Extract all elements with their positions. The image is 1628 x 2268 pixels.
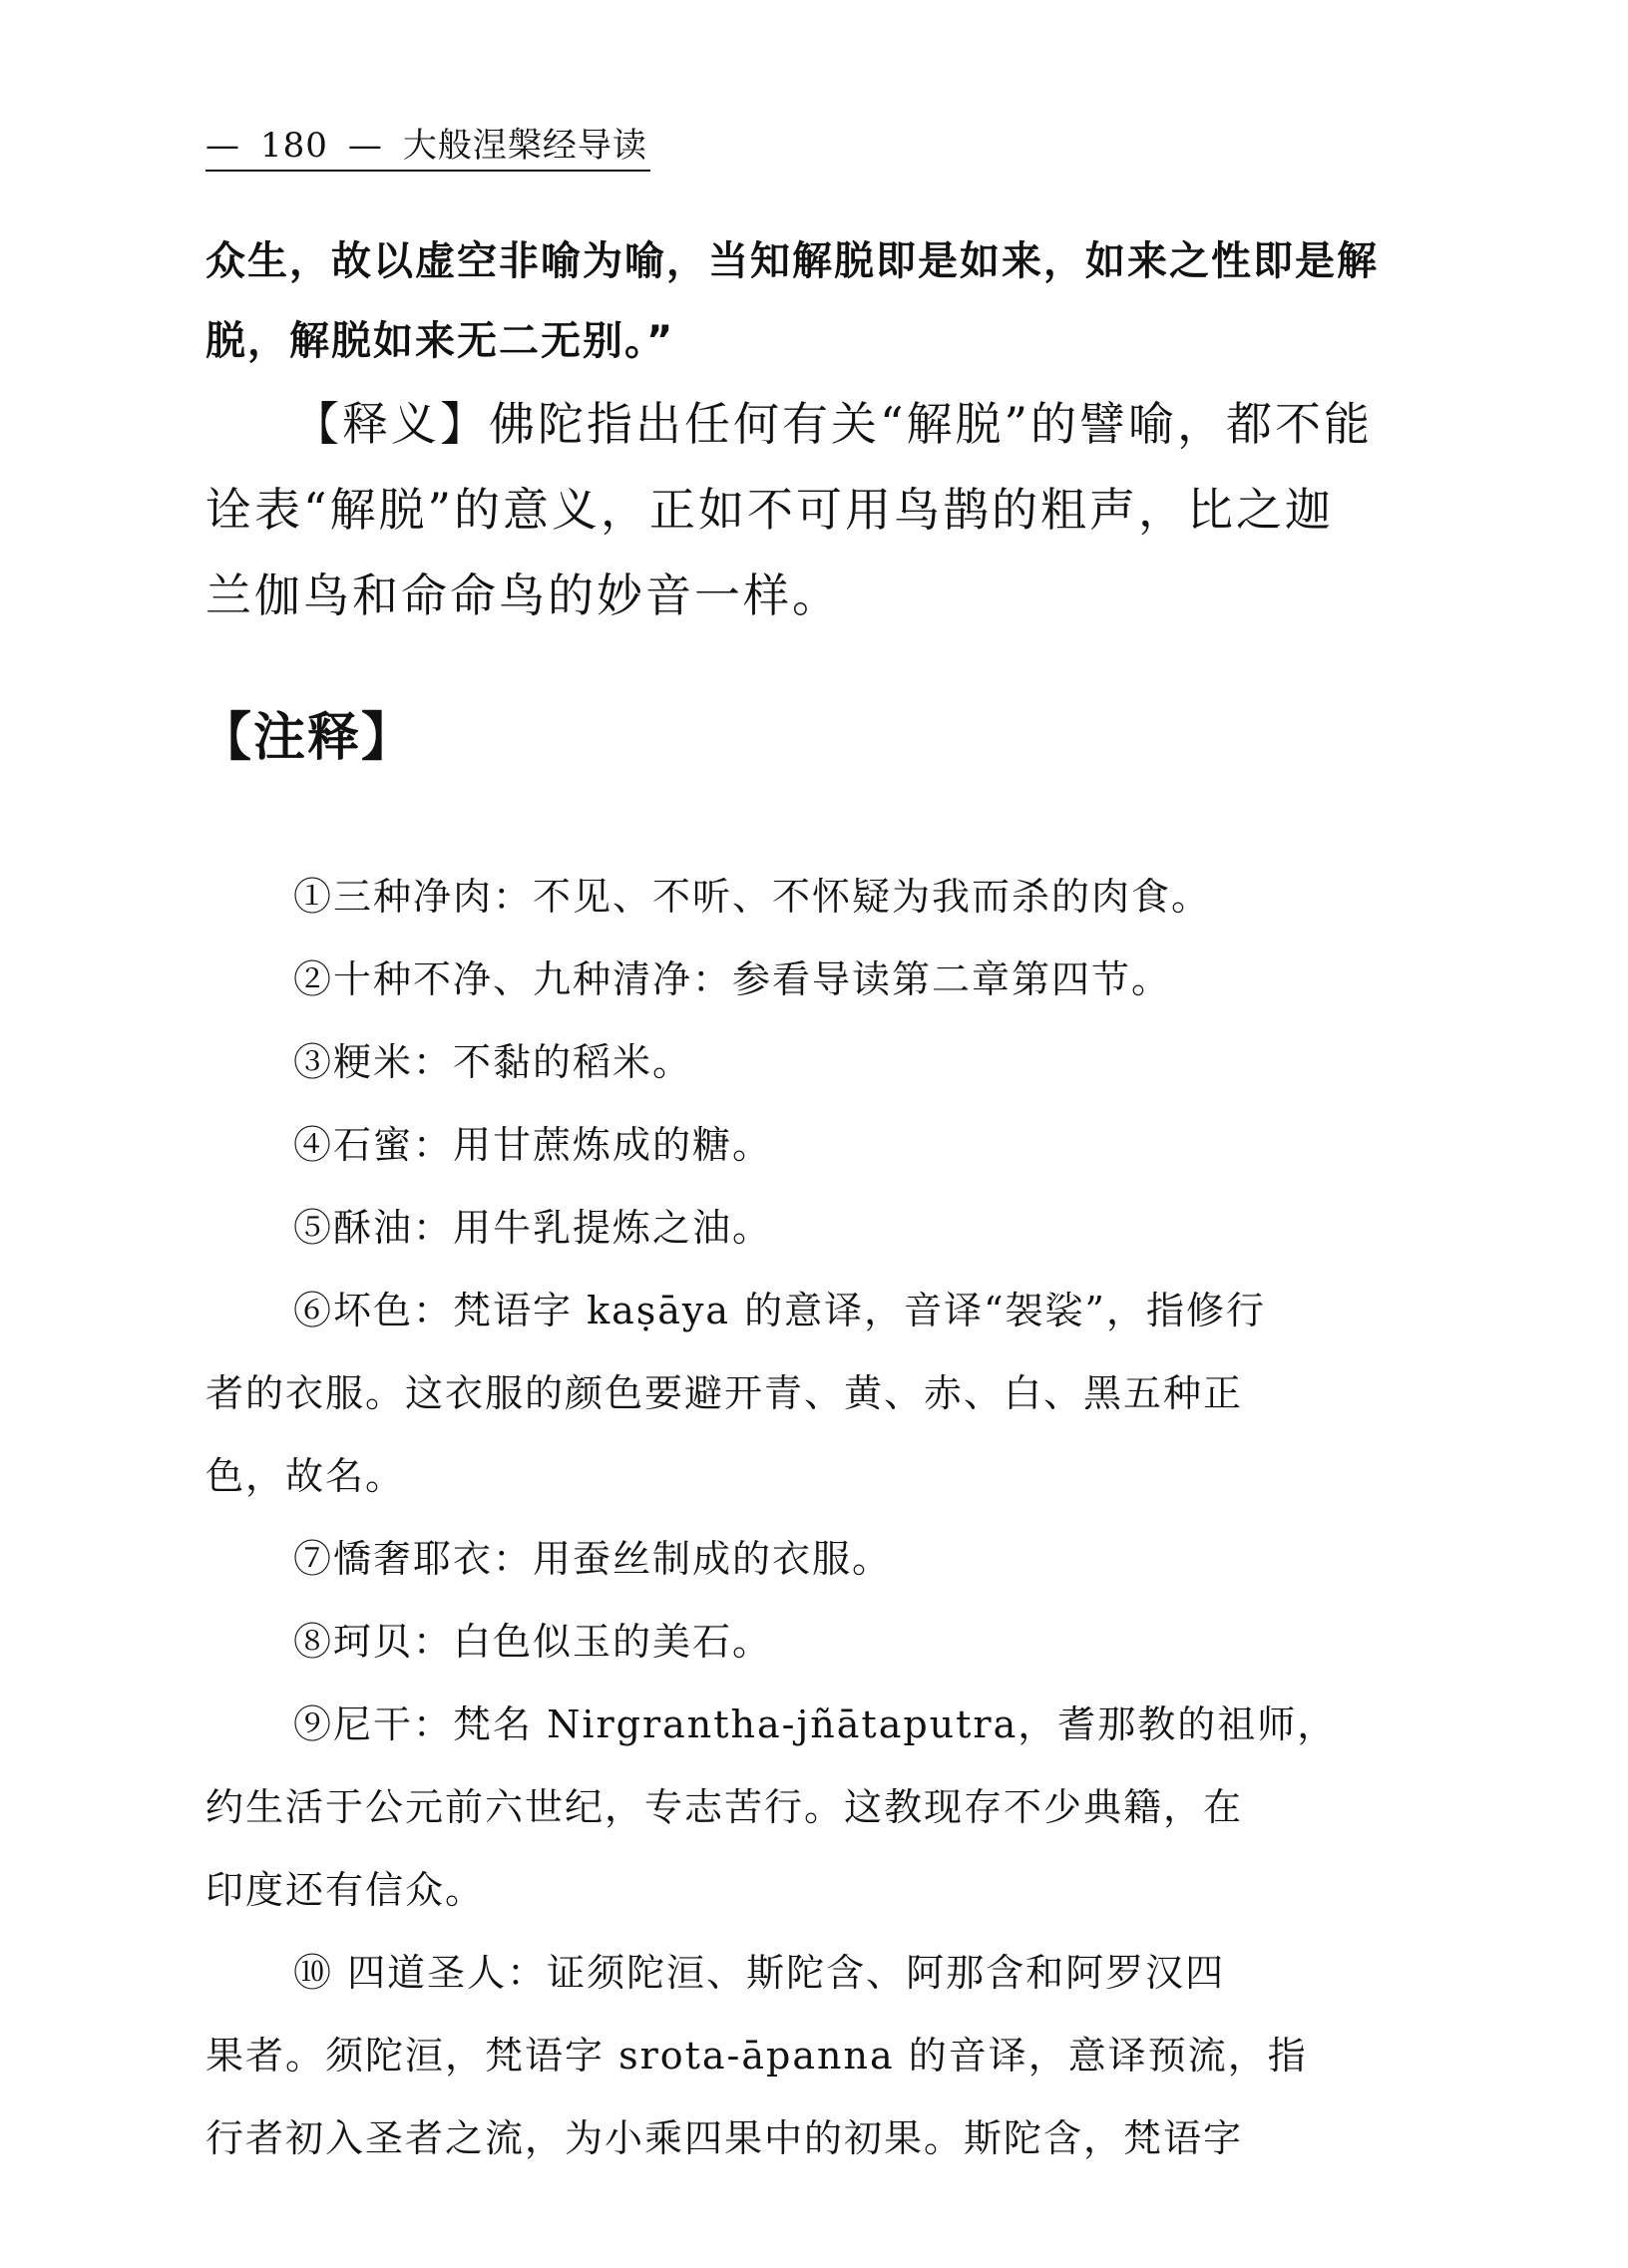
explanation-line: 兰伽鸟和命命鸟的妙音一样。 bbox=[205, 568, 841, 622]
note-line: ①三种净肉：不见、不听、不怀疑为我而杀的肉食。 bbox=[293, 875, 1212, 919]
running-head bbox=[205, 118, 664, 174]
note-line: 约生活于公元前六世纪，专志苦行。这教现存不少典籍，在 bbox=[205, 1785, 1244, 1829]
notes-heading: 【注释】 bbox=[200, 707, 416, 768]
dash-right: — bbox=[347, 126, 383, 166]
note-line: ⑨尼干：梵名 Nirgrantha-jñātaputra，耆那教的祖师， bbox=[293, 1702, 1338, 1746]
note-line: ⑤酥油：用牛乳提炼之油。 bbox=[293, 1206, 773, 1250]
note-line: ②十种不净、九种清净：参看导读第二章第四节。 bbox=[293, 957, 1172, 1001]
note-line: 果者。须陀洹，梵语字 srota-āpanna 的音译，意译预流，指 bbox=[205, 2034, 1308, 2078]
note-line: ⑦憍奢耶衣：用蚕丝制成的衣服。 bbox=[293, 1537, 893, 1581]
note-line: ⑩ 四道圣人：证须陀洹、斯陀含、阿那含和阿罗汉四 bbox=[293, 1951, 1226, 1995]
header-rule bbox=[205, 170, 650, 172]
explanation-line: 诠表“解脱”的意义，正如不可用鸟鹊的粗声，比之迦 bbox=[205, 483, 1335, 537]
quote-line: 众生，故以虚空非喻为喻，当知解脱即是如来，如来之性即是解 bbox=[205, 238, 1379, 284]
note-line: 行者初入圣者之流，为小乘四果中的初果。斯陀含，梵语字 bbox=[205, 2116, 1244, 2160]
dash-left: — bbox=[205, 126, 240, 166]
quote-line: 脱，解脱如来无二无别。” bbox=[205, 318, 675, 364]
explanation-paragraph bbox=[205, 381, 1417, 638]
note-line: ③粳米：不黏的稻米。 bbox=[293, 1040, 693, 1084]
explanation-line: 【释义】佛陀指出任何有关“解脱”的譬喻，都不能 bbox=[293, 397, 1374, 451]
note-line: 印度还有信众。 bbox=[205, 1868, 486, 1912]
note-line: ⑥坏色：梵语字 kaṣāya 的意译，音译“袈裟”，指修行 bbox=[293, 1289, 1266, 1332]
book-title: 大般涅槃经导读 bbox=[402, 126, 647, 166]
note-line: ④石蜜：用甘蔗炼成的糖。 bbox=[293, 1123, 773, 1167]
sutra-quote-block bbox=[205, 221, 1417, 381]
note-line: ⑧珂贝：白色似玉的美石。 bbox=[293, 1620, 773, 1664]
note-line: 者的衣服。这衣服的颜色要避开青、黄、赤、白、黑五种正 bbox=[205, 1371, 1244, 1415]
notes-list bbox=[205, 856, 1417, 2180]
note-line: 色，故名。 bbox=[205, 1454, 406, 1498]
page-number: 180 bbox=[260, 126, 328, 166]
